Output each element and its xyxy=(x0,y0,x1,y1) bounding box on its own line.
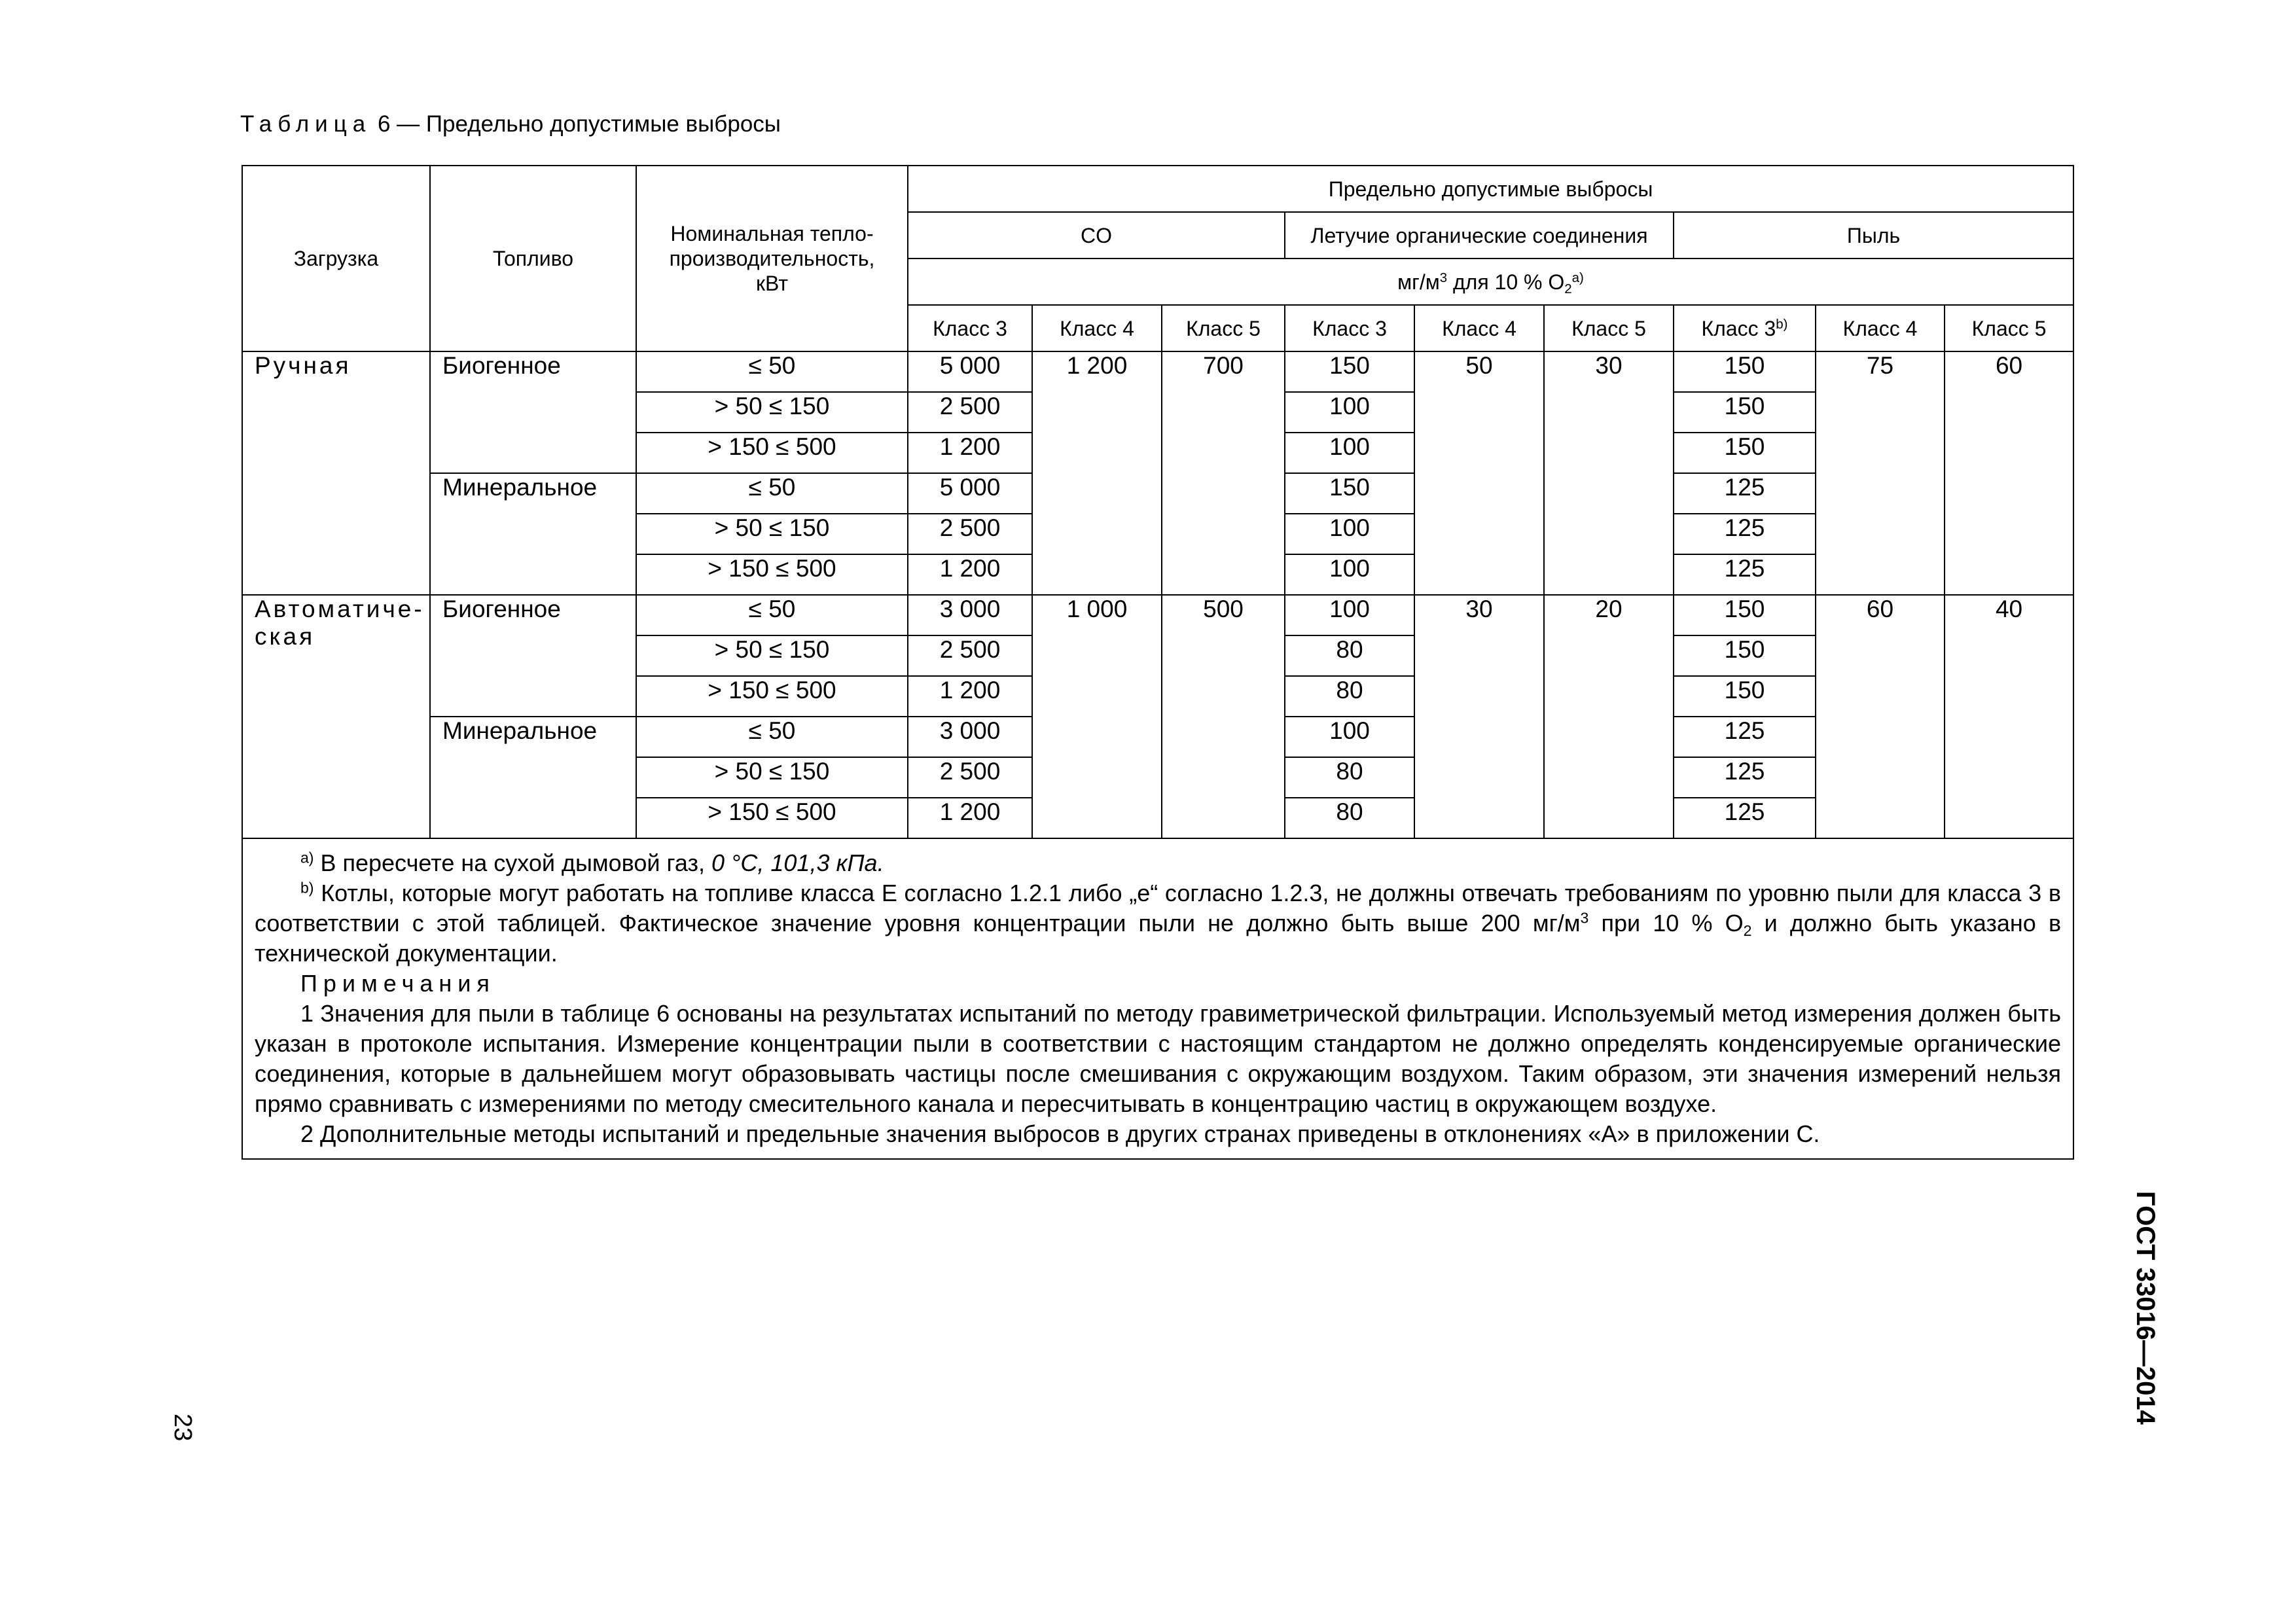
cell-power: ≤ 50 xyxy=(636,473,908,514)
cell-voc-class3: 80 xyxy=(1285,676,1414,717)
cell-co-class4: 1 000 xyxy=(1032,595,1162,838)
header-dust-class3: Класс 3$^{b)}$ xyxy=(1674,305,1816,351)
cell-co-class3: 2 500 xyxy=(908,514,1032,554)
cell-dust-class4: 60 xyxy=(1816,595,1945,838)
header-dust-class4: Класс 4 xyxy=(1816,305,1945,351)
cell-co-class3: 1 200 xyxy=(908,554,1032,595)
cell-co-class3: 3 000 xyxy=(908,717,1032,757)
cell-co-class4: 1 200 xyxy=(1032,351,1162,595)
cell-power: ≤ 50 xyxy=(636,595,908,635)
cell-power: > 150 ≤ 500 xyxy=(636,676,908,717)
cell-voc-class4: 30 xyxy=(1414,595,1544,838)
cell-fuel: Минеральное xyxy=(430,717,636,838)
footnote-b: $^{b)}$ Котлы, которые могут работать на топливе класса Е согласно 1.2.1 либо „е“ согласно 1.2.3, не должны отвечать требованиям по уровню пыли для класса 3 в соответствии с этой таблицей. Фактическое значение уровня концентрации пыли не должно быть выше 200 $мг/м^3$ при 10 % $O_2$ и должно быть указано в технической документации. xyxy=(255,879,2062,967)
cell-dust-class3: 125 xyxy=(1674,757,1816,798)
cell-voc-class3: 80 xyxy=(1285,635,1414,676)
cell-co-class3: 2 500 xyxy=(908,635,1032,676)
cell-dust-class3: 150 xyxy=(1674,635,1816,676)
header-load: Загрузка xyxy=(242,166,430,351)
header-power: Номинальная тепло-производительность, кВт xyxy=(636,166,908,351)
cell-voc-class3: 100 xyxy=(1285,595,1414,635)
caption-word: Таблица xyxy=(240,111,372,137)
cell-power: > 150 ≤ 500 xyxy=(636,433,908,473)
cell-dust-class5: 40 xyxy=(1945,595,2073,838)
table-row xyxy=(242,595,2073,635)
cell-power: > 50 ≤ 150 xyxy=(636,514,908,554)
header-co-class5: Класс 5 xyxy=(1162,305,1285,351)
cell-voc-class3: 80 xyxy=(1285,798,1414,838)
cell-dust-class5: 60 xyxy=(1945,351,2073,595)
cell-dust-class3: 150 xyxy=(1674,392,1816,433)
cell-voc-class3: 150 xyxy=(1285,473,1414,514)
cell-dust-class3: 125 xyxy=(1674,554,1816,595)
cell-voc-class3: 100 xyxy=(1285,392,1414,433)
cell-fuel: Биогенное xyxy=(430,595,636,717)
cell-voc-class5: 20 xyxy=(1544,595,1674,838)
cell-dust-class3: 125 xyxy=(1674,514,1816,554)
table-header xyxy=(242,166,2073,351)
table-row xyxy=(242,351,2073,392)
cell-dust-class3: 125 xyxy=(1674,473,1816,514)
cell-voc-class3: 100 xyxy=(1285,717,1414,757)
cell-co-class3: 1 200 xyxy=(908,676,1032,717)
header-co: CO xyxy=(908,212,1285,259)
cell-voc-class3: 100 xyxy=(1285,554,1414,595)
cell-voc-class3: 100 xyxy=(1285,433,1414,473)
cell-power: > 150 ≤ 500 xyxy=(636,554,908,595)
header-co-class3: Класс 3 xyxy=(908,305,1032,351)
cell-voc-class3: 100 xyxy=(1285,514,1414,554)
table-notes xyxy=(242,838,2073,1159)
cell-fuel: Минеральное xyxy=(430,473,636,595)
cell-dust-class3: 150 xyxy=(1674,351,1816,392)
cell-dust-class3: 125 xyxy=(1674,717,1816,757)
cell-load: Автоматиче-ская xyxy=(242,595,430,838)
notes-heading: Примечания xyxy=(300,970,495,997)
header-voc-class4: Класс 4 xyxy=(1414,305,1544,351)
cell-power: > 150 ≤ 500 xyxy=(636,798,908,838)
cell-power: ≤ 50 xyxy=(636,351,908,392)
header-voc: Летучие органические соединения xyxy=(1285,212,1674,259)
cell-co-class3: 5 000 xyxy=(908,473,1032,514)
cell-power: > 50 ≤ 150 xyxy=(636,635,908,676)
header-co-class4: Класс 4 xyxy=(1032,305,1162,351)
caption-number: 6 xyxy=(377,111,391,137)
caption-title: — Предельно допустимые выбросы xyxy=(397,111,781,137)
cell-power: > 50 ≤ 150 xyxy=(636,392,908,433)
header-fuel: Топливо xyxy=(430,166,636,351)
cell-voc-class3: 150 xyxy=(1285,351,1414,392)
emission-limits-table xyxy=(242,165,2074,1160)
cell-fuel: Биогенное xyxy=(430,351,636,473)
cell-co-class3: 2 500 xyxy=(908,757,1032,798)
header-dust-class5: Класс 5 xyxy=(1945,305,2073,351)
table-body xyxy=(242,351,2073,838)
cell-co-class3: 2 500 xyxy=(908,392,1032,433)
cell-power: > 50 ≤ 150 xyxy=(636,757,908,798)
cell-voc-class4: 50 xyxy=(1414,351,1544,595)
header-limits: Предельно допустимые выбросы xyxy=(908,166,2073,212)
cell-co-class5: 500 xyxy=(1162,595,1285,838)
table-caption xyxy=(240,110,781,139)
cell-power: ≤ 50 xyxy=(636,717,908,757)
cell-co-class3: 3 000 xyxy=(908,595,1032,635)
cell-co-class5: 700 xyxy=(1162,351,1285,595)
cell-co-class3: 1 200 xyxy=(908,798,1032,838)
note-1: 1 Значения для пыли в таблице 6 основаны на результатах испытаний по методу гравиметрической фильтрации. Используемый метод измерения должен быть указан в протоколе испытания. Измерение концентрации пыли в соответствии с настоящим стандартом не должно определять конденсируемые органические соединения, которые в дальнейшем могут образовывать частицы после смешивания с окружающим воздухом. Таким образом, эти значения измерений нельзя прямо сравнивать с измерениями по методу смесительного канала и пересчитывать в концентрацию частиц в окружающем воздухе. xyxy=(255,1000,2062,1117)
cell-dust-class3: 150 xyxy=(1674,676,1816,717)
footnote-a: $^{a)}$ В пересчете на сухой дымовой газ, 0 °С, 101,3 кПа. xyxy=(300,849,884,876)
page-number: 23 xyxy=(169,1414,196,1442)
note-2: 2 Дополнительные методы испытаний и предельные значения выбросов в других странах приведены в отклонениях «А» в приложении С. xyxy=(300,1120,1820,1147)
cell-voc-class5: 30 xyxy=(1544,351,1674,595)
cell-voc-class3: 80 xyxy=(1285,757,1414,798)
cell-load: Ручная xyxy=(242,351,430,595)
cell-co-class3: 5 000 xyxy=(908,351,1032,392)
header-voc-class5: Класс 5 xyxy=(1544,305,1674,351)
cell-dust-class4: 75 xyxy=(1816,351,1945,595)
document-id: ГОСТ 33016—2014 xyxy=(2131,1191,2160,1425)
cell-dust-class3: 125 xyxy=(1674,798,1816,838)
cell-dust-class3: 150 xyxy=(1674,595,1816,635)
header-dust: Пыль xyxy=(1674,212,2073,259)
header-voc-class3: Класс 3 xyxy=(1285,305,1414,351)
cell-dust-class3: 150 xyxy=(1674,433,1816,473)
cell-co-class3: 1 200 xyxy=(908,433,1032,473)
header-unit: $мг/м^3$ для 10 % $O_2^{a)}$ xyxy=(908,259,2073,305)
